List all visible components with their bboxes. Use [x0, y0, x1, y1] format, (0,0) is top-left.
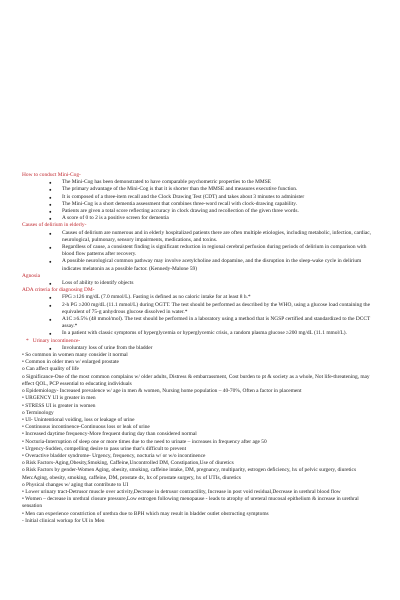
urinary-heading: Urinary incontinence-: [32, 337, 81, 344]
list-item: ● The primary advantage of the Mini-Cog is that it is shorter than the MMSE and measures executive function.: [62, 186, 378, 193]
note-line: • STRESS UI is greater in women: [22, 402, 96, 409]
list-item: ● The Mini-Cog is a short dementia assessment that combines three-word recall with clock-drawing capability.: [62, 201, 378, 208]
delirium-heading: Causes of delirium in elderly-: [22, 222, 87, 229]
list-item: ● It is composed of a three-item recall and the Clock Drawing Test (CDT) and takes about 3 minutes to administer: [62, 194, 378, 201]
note-line: • Urgency-Sudden, compelling desire to pass urine that’s difficult to prevent: [22, 445, 187, 452]
note-line: • Nocturia-Interruption of sleep one or more times due to the need to urinate – increases in frequency after age 50: [22, 438, 267, 445]
agnosia-list: [22, 280, 378, 287]
list-item: ● 2-h PG ≥200 mg/dL (11.1 mmol/L) during OGTT. The test should be performed as described by the WHO, using a glucose load containing the equivalent of 75-g anhydrous glucose dissolved in water.*: [62, 302, 378, 316]
note-line: o Terminology: [22, 409, 54, 416]
ada-list: [22, 294, 378, 337]
note-line: o Risk Factors-Aging,Obesity,Smoking, Caffeine,Uncontrolled DM, Constipation,Use of diuretics: [22, 460, 234, 467]
minicog-list: [22, 179, 378, 222]
star-marker: *: [26, 337, 29, 344]
minicog-heading: How to conduct Mini-Cog-: [22, 172, 81, 178]
note-line: o Significance-One of the most common complains w/ older adults, Distress & embarrassment, Cost burden to pt & society as a whole, Not life-threatening, may effect QOL, PCP essential to educating individuals: [22, 373, 370, 387]
notes-block: [22, 352, 378, 525]
urinary-list: [22, 345, 378, 352]
note-line: • URGENCY UI is greater in men: [22, 395, 96, 402]
list-item: ● Patients are given a total score reflecting accuracy in clock drawing and recollection of the given three words.: [62, 208, 378, 215]
list-item: ● Causes of delirium are numerous and in elderly hospitalized patients there are often multiple etiologies, including metabolic, infection, cardiac, neurological, pulmonary, sensory impairments, medications, and toxins.: [62, 230, 378, 244]
note-line: o Can affect quality of life: [22, 366, 79, 373]
note-line: o Physical changes w/ aging that contribute to UI: [22, 481, 129, 488]
delirium-list: [22, 230, 378, 273]
urinary-heading-row: [22, 338, 378, 345]
note-line: o Risk Factors by gender-Women Aging, obesity, smoking, caffeine intake, DM, pregnancy, multiparity, estrogen deficiency, hx of pelvic surgery, diuretics: [22, 467, 357, 474]
list-item: ● A1C ≥6.5% (48 mmol/mol). The test should be performed in a laboratory using a method that is NGSP certified and standardized to the DCCT assay.*: [62, 316, 378, 330]
note-line: • Increased daytime frequency-More frequent during day than considered normal: [22, 431, 197, 438]
note-line: • Common in older men w/ enlarged prostate: [22, 359, 119, 366]
note-line: • So common in women many consider it normal: [22, 352, 128, 359]
note-line: - Initial clinical workup for UI in Men: [22, 517, 105, 524]
note-line: • UI- Unintentional voiding, loss or leakage of urine: [22, 416, 135, 423]
note-line: • Men can experience constriction of urethra due to BPH which may result in bladder outlet obstructing symptoms: [22, 510, 269, 517]
list-item: ● A possible neurological common pathway may involve acetylcholine and dopamine, and the disruption in the sleep-wake cycle in delirium indicates melatonin as a possible factor. (Kennedy-Malone 59): [62, 258, 378, 272]
note-line: o Epidemiology- Increased prevalence w/ age in men & women, Nursing home population – 40-70%, Often a factor in placement: [22, 388, 302, 395]
list-item: ● Regardless of cause, a consistent finding is significant reduction in regional cerebral perfusion during periods of delirium in comparison with blood flow patterns after recovery.: [62, 244, 378, 258]
list-item: ● In a patient with classic symptoms of hyperglycemia or hyperglycemic crisis, a random plasma glucose ≥200 mg/dL (11.1 mmol/L).: [62, 330, 378, 337]
note-line: • Lower urinary tract-Detrusor muscle over activity,Decrease in detrusor contractility, Increase in post void residual,Decrease in urethral blood flow: [22, 488, 341, 495]
list-item: ● A score of 0 to 2 is a positive screen for dementia: [62, 215, 378, 222]
list-item: ● Involuntary loss of urine from the bladder: [62, 345, 378, 352]
note-line: • Continuous incontinence-Continuous loss or leak of urine: [22, 424, 150, 431]
list-item: ● FPG ≥126 mg/dL (7.0 mmol/L). Fasting is defined as no caloric intake for at least 8 h.*: [62, 294, 378, 301]
note-line: Men:Aging, obesity, smoking, caffeine, DM, prostate dx, hx of prostate surgery, hx of UTIs, diuretics: [22, 474, 241, 481]
agnosia-heading: Agnosia: [22, 272, 40, 279]
note-line: • Women – decrease in urethral closure pressure,Low estrogen following menopause - leads to atrophy of ureteral mucosal epithelium & increase in urethral sensation: [22, 496, 359, 510]
note-line: • Overactive bladder syndrome- Urgency, frequency, nocturia w/ or w/o incontinence: [22, 452, 206, 459]
list-item: ● The Mini-Cog has been demonstrated to have comparable psychometric properties to the MMSE: [62, 179, 378, 186]
list-item: ● Loss of ability to identify objects: [62, 280, 378, 287]
ada-heading: ADA criteria for diagnosing DM-: [22, 287, 95, 294]
